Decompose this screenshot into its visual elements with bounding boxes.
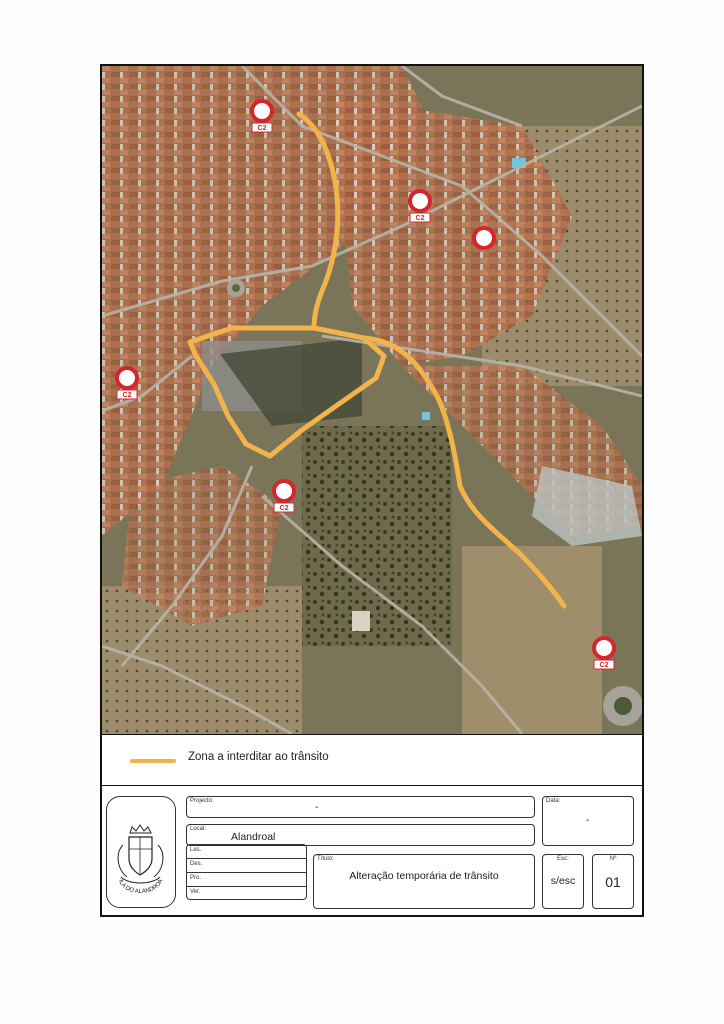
ledger-row: Des. [187, 859, 306, 873]
title-value: Alteração temporária de trânsito [349, 870, 499, 882]
sheet-number-field [592, 854, 634, 909]
pool-2 [422, 412, 430, 420]
project-label: Projecto: [190, 798, 214, 804]
date-value: - [586, 815, 590, 826]
scale-value: s/esc [550, 875, 576, 887]
no-entry-sign-icon [594, 638, 614, 658]
title-field [313, 854, 535, 909]
no-entry-sign-icon [252, 101, 272, 121]
title-label: Título: [317, 856, 334, 862]
ledger-row: Les. [187, 845, 306, 859]
date-label: Data: [546, 798, 561, 804]
scale-field [542, 854, 584, 909]
revision-ledger [186, 844, 307, 900]
coat-of-arms-icon [107, 797, 174, 906]
project-value: - [315, 802, 319, 813]
legend-label: Zona a interditar ao trânsito [188, 751, 329, 763]
sign-c2-south [274, 481, 294, 512]
aerial-map [102, 66, 642, 734]
drawing-sheet [100, 64, 644, 917]
sign-c2-centre [410, 191, 430, 222]
open-field-se [462, 546, 602, 734]
ledger-row: Ver. [190, 889, 201, 895]
sheet-number-value: 01 [605, 874, 621, 890]
scale-label: Esc: [557, 856, 569, 862]
municipal-seal [106, 796, 176, 908]
title-block [102, 786, 642, 915]
map-legend [102, 734, 642, 786]
court [352, 611, 370, 631]
sign-label: C2 [599, 662, 609, 669]
sign-label: C2 [415, 215, 425, 222]
aerial-photo [102, 66, 642, 734]
no-entry-sign-icon [117, 368, 137, 388]
roundabout-north-island [232, 284, 240, 292]
sign-label: C2 [279, 505, 289, 512]
location-value: Alandroal [231, 831, 276, 843]
no-entry-sign-icon [474, 228, 494, 248]
ledger-row: Pro. [187, 873, 306, 887]
location-field [186, 824, 535, 846]
no-entry-sign-icon [410, 191, 430, 211]
sign-c2-west [117, 368, 137, 399]
wooded-area [302, 426, 452, 646]
project-field [186, 796, 535, 818]
sign-no-entry-east [474, 228, 494, 248]
sign-label: C2 [122, 392, 132, 399]
seal-text: ILA DO ALANDROA [116, 878, 165, 896]
sheet-number-label: Nº [609, 856, 617, 862]
location-label: Local: [190, 826, 207, 832]
sign-c2-top [252, 101, 272, 132]
sign-c2-southeast [594, 638, 614, 669]
no-entry-sign-icon [274, 481, 294, 501]
sign-label: C2 [257, 125, 267, 132]
legend-route-swatch [130, 759, 176, 763]
roundabout-south-island [614, 697, 632, 715]
date-field [542, 796, 634, 846]
